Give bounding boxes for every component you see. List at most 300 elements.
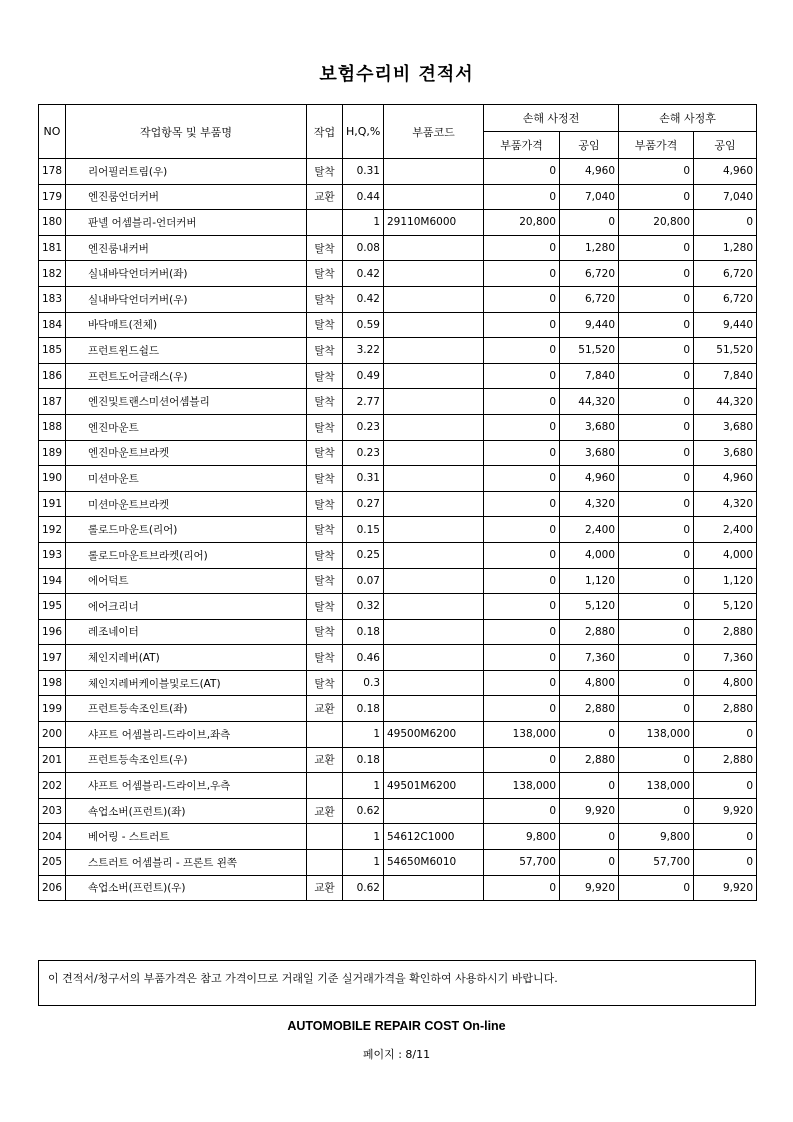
row-before-part-price: 0 bbox=[484, 414, 560, 440]
row-before-part-price: 0 bbox=[484, 594, 560, 620]
row-after-part-price: 0 bbox=[619, 440, 694, 466]
row-no: 189 bbox=[39, 440, 66, 466]
header-no: NO bbox=[39, 105, 66, 159]
row-after-labor: 4,960 bbox=[694, 466, 757, 492]
row-before-labor: 0 bbox=[560, 773, 619, 799]
document-title: 보험수리비 견적서 bbox=[319, 64, 474, 85]
row-before-labor: 0 bbox=[560, 824, 619, 850]
row-hq: 1 bbox=[343, 722, 384, 748]
row-no: 202 bbox=[39, 773, 66, 799]
row-before-labor: 3,680 bbox=[560, 440, 619, 466]
row-after-part-price: 0 bbox=[619, 286, 694, 312]
row-hq: 0.18 bbox=[343, 696, 384, 722]
row-name: 실내바닥언더커버(우) bbox=[66, 286, 307, 312]
row-work bbox=[307, 210, 343, 236]
row-before-part-price: 0 bbox=[484, 568, 560, 594]
row-after-labor: 2,880 bbox=[694, 696, 757, 722]
row-no: 188 bbox=[39, 414, 66, 440]
row-before-labor: 0 bbox=[560, 722, 619, 748]
row-no: 204 bbox=[39, 824, 66, 850]
row-name: 스트러트 어셈블리 - 프론트 왼쪽 bbox=[66, 850, 307, 876]
row-before-part-price: 0 bbox=[484, 670, 560, 696]
row-name: 엔진마운트 bbox=[66, 414, 307, 440]
row-code bbox=[384, 594, 484, 620]
table-row bbox=[39, 414, 757, 440]
table-row bbox=[39, 210, 757, 236]
row-name: 엔진룸언더커버 bbox=[66, 184, 307, 210]
row-work: 탈착 bbox=[307, 286, 343, 312]
table-row bbox=[39, 824, 757, 850]
row-after-part-price: 0 bbox=[619, 235, 694, 261]
row-before-part-price: 0 bbox=[484, 440, 560, 466]
row-name: 리어필러트림(우) bbox=[66, 159, 307, 185]
row-before-part-price: 0 bbox=[484, 747, 560, 773]
row-no: 195 bbox=[39, 594, 66, 620]
row-code bbox=[384, 389, 484, 415]
row-after-labor: 2,880 bbox=[694, 747, 757, 773]
row-name: 엔진마운트브라켓 bbox=[66, 440, 307, 466]
table-row bbox=[39, 491, 757, 517]
row-before-labor: 5,120 bbox=[560, 594, 619, 620]
row-code bbox=[384, 312, 484, 338]
row-before-part-price: 0 bbox=[484, 491, 560, 517]
row-before-part-price: 138,000 bbox=[484, 722, 560, 748]
header-after-part-price: 부품가격 bbox=[619, 132, 694, 159]
row-no: 198 bbox=[39, 670, 66, 696]
row-work: 탈착 bbox=[307, 159, 343, 185]
row-code bbox=[384, 517, 484, 543]
table-row bbox=[39, 363, 757, 389]
row-before-labor: 2,880 bbox=[560, 747, 619, 773]
row-code bbox=[384, 619, 484, 645]
table-row bbox=[39, 619, 757, 645]
row-work: 탈착 bbox=[307, 338, 343, 364]
row-after-labor: 1,120 bbox=[694, 568, 757, 594]
row-before-labor: 4,960 bbox=[560, 466, 619, 492]
row-no: 184 bbox=[39, 312, 66, 338]
header-after-labor: 공임 bbox=[694, 132, 757, 159]
row-no: 191 bbox=[39, 491, 66, 517]
row-after-labor: 9,440 bbox=[694, 312, 757, 338]
row-code bbox=[384, 235, 484, 261]
row-code bbox=[384, 491, 484, 517]
row-after-part-price: 0 bbox=[619, 747, 694, 773]
row-code bbox=[384, 542, 484, 568]
row-hq: 0.23 bbox=[343, 414, 384, 440]
row-before-part-price: 57,700 bbox=[484, 850, 560, 876]
row-before-part-price: 0 bbox=[484, 363, 560, 389]
row-work bbox=[307, 824, 343, 850]
table-row bbox=[39, 747, 757, 773]
row-code bbox=[384, 159, 484, 185]
notice-text: 이 견적서/청구서의 부품가격은 참고 가격이므로 거래일 기준 실거래가격을 확인하여 사용하시기 바랍니다. bbox=[48, 972, 558, 985]
row-after-labor: 5,120 bbox=[694, 594, 757, 620]
row-after-part-price: 0 bbox=[619, 363, 694, 389]
row-before-labor: 9,920 bbox=[560, 798, 619, 824]
table-row bbox=[39, 568, 757, 594]
row-before-labor: 4,960 bbox=[560, 159, 619, 185]
row-before-part-price: 0 bbox=[484, 286, 560, 312]
row-code: 54612C1000 bbox=[384, 824, 484, 850]
row-after-part-price: 0 bbox=[619, 696, 694, 722]
row-work: 교환 bbox=[307, 696, 343, 722]
row-work bbox=[307, 722, 343, 748]
table-row bbox=[39, 261, 757, 287]
row-after-labor: 7,040 bbox=[694, 184, 757, 210]
row-hq: 1 bbox=[343, 850, 384, 876]
table-row bbox=[39, 798, 757, 824]
estimate-rows bbox=[39, 159, 757, 901]
table-row bbox=[39, 235, 757, 261]
row-before-part-price: 0 bbox=[484, 466, 560, 492]
row-code bbox=[384, 414, 484, 440]
header-item: 작업항목 및 부품명 bbox=[66, 105, 307, 159]
row-hq: 0.62 bbox=[343, 798, 384, 824]
row-work: 탈착 bbox=[307, 261, 343, 287]
row-after-labor: 2,880 bbox=[694, 619, 757, 645]
row-after-labor: 0 bbox=[694, 210, 757, 236]
row-no: 182 bbox=[39, 261, 66, 287]
row-before-part-price: 0 bbox=[484, 261, 560, 287]
row-before-labor: 6,720 bbox=[560, 261, 619, 287]
row-no: 180 bbox=[39, 210, 66, 236]
row-hq: 0.46 bbox=[343, 645, 384, 671]
row-work: 탈착 bbox=[307, 312, 343, 338]
table-row bbox=[39, 440, 757, 466]
row-after-part-price: 0 bbox=[619, 312, 694, 338]
row-before-part-price: 0 bbox=[484, 338, 560, 364]
header-before: 손해 사정전 bbox=[484, 105, 619, 132]
row-code bbox=[384, 645, 484, 671]
row-before-part-price: 138,000 bbox=[484, 773, 560, 799]
header-code: 부품코드 bbox=[384, 105, 484, 159]
row-hq: 1 bbox=[343, 210, 384, 236]
row-after-labor: 2,400 bbox=[694, 517, 757, 543]
table-row bbox=[39, 722, 757, 748]
row-code: 29110M6000 bbox=[384, 210, 484, 236]
row-no: 187 bbox=[39, 389, 66, 415]
row-name: 판넬 어셈블리-언더커버 bbox=[66, 210, 307, 236]
row-before-labor: 9,920 bbox=[560, 875, 619, 901]
row-before-labor: 0 bbox=[560, 850, 619, 876]
row-after-labor: 9,920 bbox=[694, 875, 757, 901]
table-row bbox=[39, 389, 757, 415]
row-code bbox=[384, 440, 484, 466]
row-before-part-price: 0 bbox=[484, 389, 560, 415]
row-hq: 0.31 bbox=[343, 466, 384, 492]
row-name: 바닥매트(전체) bbox=[66, 312, 307, 338]
row-name: 베어링 - 스트러트 bbox=[66, 824, 307, 850]
row-work: 교환 bbox=[307, 747, 343, 773]
row-work: 교환 bbox=[307, 798, 343, 824]
row-no: 196 bbox=[39, 619, 66, 645]
row-no: 197 bbox=[39, 645, 66, 671]
row-hq: 0.42 bbox=[343, 286, 384, 312]
row-name: 미션마운트브라켓 bbox=[66, 491, 307, 517]
row-before-labor: 7,840 bbox=[560, 363, 619, 389]
table-row bbox=[39, 594, 757, 620]
row-after-labor: 0 bbox=[694, 850, 757, 876]
row-name: 체인지레버(AT) bbox=[66, 645, 307, 671]
table-row bbox=[39, 670, 757, 696]
row-work: 탈착 bbox=[307, 568, 343, 594]
row-after-labor: 44,320 bbox=[694, 389, 757, 415]
table-row bbox=[39, 338, 757, 364]
row-work: 탈착 bbox=[307, 670, 343, 696]
row-name: 롤로드마운트브라켓(리어) bbox=[66, 542, 307, 568]
row-after-labor: 4,320 bbox=[694, 491, 757, 517]
row-name: 에어덕트 bbox=[66, 568, 307, 594]
row-work: 교환 bbox=[307, 184, 343, 210]
row-hq: 0.25 bbox=[343, 542, 384, 568]
row-hq: 0.32 bbox=[343, 594, 384, 620]
row-before-labor: 0 bbox=[560, 210, 619, 236]
row-after-part-price: 0 bbox=[619, 159, 694, 185]
header-after: 손해 사정후 bbox=[619, 105, 757, 132]
row-code bbox=[384, 747, 484, 773]
row-no: 181 bbox=[39, 235, 66, 261]
table-row bbox=[39, 286, 757, 312]
row-work: 탈착 bbox=[307, 466, 343, 492]
row-no: 190 bbox=[39, 466, 66, 492]
row-before-part-price: 0 bbox=[484, 619, 560, 645]
row-no: 183 bbox=[39, 286, 66, 312]
row-hq: 0.23 bbox=[343, 440, 384, 466]
row-no: 194 bbox=[39, 568, 66, 594]
row-code bbox=[384, 363, 484, 389]
row-hq: 0.31 bbox=[343, 159, 384, 185]
row-after-part-price: 0 bbox=[619, 645, 694, 671]
row-code bbox=[384, 696, 484, 722]
row-after-labor: 7,360 bbox=[694, 645, 757, 671]
row-work: 탈착 bbox=[307, 491, 343, 517]
row-before-labor: 2,880 bbox=[560, 696, 619, 722]
row-hq: 2.77 bbox=[343, 389, 384, 415]
row-after-part-price: 0 bbox=[619, 542, 694, 568]
row-hq: 0.49 bbox=[343, 363, 384, 389]
row-code: 49500M6200 bbox=[384, 722, 484, 748]
row-hq: 0.62 bbox=[343, 875, 384, 901]
row-after-labor: 3,680 bbox=[694, 440, 757, 466]
row-after-part-price: 20,800 bbox=[619, 210, 694, 236]
row-work: 탈착 bbox=[307, 517, 343, 543]
row-name: 에어크리너 bbox=[66, 594, 307, 620]
row-before-labor: 6,720 bbox=[560, 286, 619, 312]
row-after-part-price: 0 bbox=[619, 568, 694, 594]
row-before-labor: 3,680 bbox=[560, 414, 619, 440]
row-hq: 1 bbox=[343, 773, 384, 799]
row-work: 탈착 bbox=[307, 414, 343, 440]
row-after-part-price: 0 bbox=[619, 798, 694, 824]
row-after-part-price: 0 bbox=[619, 414, 694, 440]
row-after-part-price: 138,000 bbox=[619, 722, 694, 748]
row-before-labor: 1,120 bbox=[560, 568, 619, 594]
row-name: 레조네이터 bbox=[66, 619, 307, 645]
row-work bbox=[307, 850, 343, 876]
row-before-labor: 1,280 bbox=[560, 235, 619, 261]
table-row bbox=[39, 184, 757, 210]
row-work: 탈착 bbox=[307, 235, 343, 261]
row-before-part-price: 0 bbox=[484, 875, 560, 901]
row-after-labor: 6,720 bbox=[694, 286, 757, 312]
row-code: 54650M6010 bbox=[384, 850, 484, 876]
row-code bbox=[384, 466, 484, 492]
row-work: 탈착 bbox=[307, 440, 343, 466]
table-row bbox=[39, 696, 757, 722]
row-code bbox=[384, 184, 484, 210]
row-hq: 0.59 bbox=[343, 312, 384, 338]
row-before-part-price: 0 bbox=[484, 184, 560, 210]
row-after-labor: 0 bbox=[694, 773, 757, 799]
row-work: 탈착 bbox=[307, 594, 343, 620]
row-after-labor: 4,800 bbox=[694, 670, 757, 696]
row-code: 49501M6200 bbox=[384, 773, 484, 799]
row-before-part-price: 9,800 bbox=[484, 824, 560, 850]
row-before-labor: 2,400 bbox=[560, 517, 619, 543]
row-before-labor: 2,880 bbox=[560, 619, 619, 645]
row-after-part-price: 9,800 bbox=[619, 824, 694, 850]
row-no: 199 bbox=[39, 696, 66, 722]
row-code bbox=[384, 798, 484, 824]
row-hq: 3.22 bbox=[343, 338, 384, 364]
row-before-labor: 4,000 bbox=[560, 542, 619, 568]
table-row bbox=[39, 850, 757, 876]
row-before-labor: 4,800 bbox=[560, 670, 619, 696]
row-hq: 0.07 bbox=[343, 568, 384, 594]
row-before-part-price: 0 bbox=[484, 517, 560, 543]
footer-title: AUTOMOBILE REPAIR COST On-line bbox=[287, 1019, 506, 1033]
row-code bbox=[384, 670, 484, 696]
row-name: 프런트윈드쉴드 bbox=[66, 338, 307, 364]
row-after-part-price: 0 bbox=[619, 491, 694, 517]
row-before-labor: 51,520 bbox=[560, 338, 619, 364]
row-after-part-price: 0 bbox=[619, 875, 694, 901]
row-after-part-price: 0 bbox=[619, 184, 694, 210]
notice-box bbox=[38, 960, 756, 1006]
row-name: 프런트등속조인트(좌) bbox=[66, 696, 307, 722]
row-code bbox=[384, 338, 484, 364]
row-work: 탈착 bbox=[307, 645, 343, 671]
row-work: 탈착 bbox=[307, 542, 343, 568]
row-after-part-price: 138,000 bbox=[619, 773, 694, 799]
row-no: 185 bbox=[39, 338, 66, 364]
header-work: 작업 bbox=[307, 105, 343, 159]
estimate-table bbox=[38, 104, 757, 901]
row-no: 192 bbox=[39, 517, 66, 543]
row-after-labor: 51,520 bbox=[694, 338, 757, 364]
row-after-part-price: 57,700 bbox=[619, 850, 694, 876]
row-before-part-price: 0 bbox=[484, 312, 560, 338]
row-after-part-price: 0 bbox=[619, 338, 694, 364]
row-work: 탈착 bbox=[307, 363, 343, 389]
row-no: 203 bbox=[39, 798, 66, 824]
row-code bbox=[384, 568, 484, 594]
row-no: 186 bbox=[39, 363, 66, 389]
row-before-labor: 4,320 bbox=[560, 491, 619, 517]
table-row bbox=[39, 312, 757, 338]
row-after-part-price: 0 bbox=[619, 389, 694, 415]
row-work: 탈착 bbox=[307, 389, 343, 415]
row-before-part-price: 0 bbox=[484, 542, 560, 568]
row-name: 쇽업소버(프런트)(좌) bbox=[66, 798, 307, 824]
row-hq: 1 bbox=[343, 824, 384, 850]
row-name: 미션마운트 bbox=[66, 466, 307, 492]
row-name: 실내바닥언더커버(좌) bbox=[66, 261, 307, 287]
row-hq: 0.3 bbox=[343, 670, 384, 696]
row-no: 205 bbox=[39, 850, 66, 876]
row-hq: 0.15 bbox=[343, 517, 384, 543]
row-name: 엔진및트랜스미션어셈블리 bbox=[66, 389, 307, 415]
row-code bbox=[384, 286, 484, 312]
row-work: 탈착 bbox=[307, 619, 343, 645]
row-before-labor: 44,320 bbox=[560, 389, 619, 415]
table-row bbox=[39, 645, 757, 671]
row-name: 롤로드마운트(리어) bbox=[66, 517, 307, 543]
row-name: 샤프트 어셈블리-드라이브,우측 bbox=[66, 773, 307, 799]
row-work bbox=[307, 773, 343, 799]
row-after-labor: 4,000 bbox=[694, 542, 757, 568]
row-no: 200 bbox=[39, 722, 66, 748]
row-hq: 0.18 bbox=[343, 619, 384, 645]
table-row bbox=[39, 159, 757, 185]
row-after-labor: 0 bbox=[694, 722, 757, 748]
row-after-part-price: 0 bbox=[619, 619, 694, 645]
table-row bbox=[39, 517, 757, 543]
row-after-part-price: 0 bbox=[619, 594, 694, 620]
row-hq: 0.08 bbox=[343, 235, 384, 261]
row-before-labor: 7,360 bbox=[560, 645, 619, 671]
row-no: 201 bbox=[39, 747, 66, 773]
header-hq: H,Q,% bbox=[343, 105, 384, 159]
row-no: 178 bbox=[39, 159, 66, 185]
row-after-part-price: 0 bbox=[619, 670, 694, 696]
row-no: 193 bbox=[39, 542, 66, 568]
row-name: 샤프트 어셈블리-드라이브,좌측 bbox=[66, 722, 307, 748]
table-row bbox=[39, 875, 757, 901]
row-after-labor: 6,720 bbox=[694, 261, 757, 287]
row-name: 프런트등속조인트(우) bbox=[66, 747, 307, 773]
header-before-part-price: 부품가격 bbox=[484, 132, 560, 159]
row-name: 체인지레버케이블및로드(AT) bbox=[66, 670, 307, 696]
row-no: 206 bbox=[39, 875, 66, 901]
row-work: 교환 bbox=[307, 875, 343, 901]
row-after-part-price: 0 bbox=[619, 466, 694, 492]
row-after-labor: 0 bbox=[694, 824, 757, 850]
row-no: 179 bbox=[39, 184, 66, 210]
row-after-labor: 7,840 bbox=[694, 363, 757, 389]
row-before-labor: 9,440 bbox=[560, 312, 619, 338]
row-after-part-price: 0 bbox=[619, 261, 694, 287]
table-row bbox=[39, 466, 757, 492]
row-before-part-price: 0 bbox=[484, 159, 560, 185]
table-row bbox=[39, 773, 757, 799]
row-before-part-price: 0 bbox=[484, 235, 560, 261]
table-row bbox=[39, 542, 757, 568]
row-name: 엔진룸내커버 bbox=[66, 235, 307, 261]
row-before-part-price: 20,800 bbox=[484, 210, 560, 236]
row-code bbox=[384, 875, 484, 901]
row-code bbox=[384, 261, 484, 287]
row-after-part-price: 0 bbox=[619, 517, 694, 543]
row-name: 프런트도어글래스(우) bbox=[66, 363, 307, 389]
row-after-labor: 3,680 bbox=[694, 414, 757, 440]
row-before-part-price: 0 bbox=[484, 696, 560, 722]
row-hq: 0.18 bbox=[343, 747, 384, 773]
row-hq: 0.42 bbox=[343, 261, 384, 287]
row-before-part-price: 0 bbox=[484, 798, 560, 824]
row-after-labor: 9,920 bbox=[694, 798, 757, 824]
row-before-labor: 7,040 bbox=[560, 184, 619, 210]
